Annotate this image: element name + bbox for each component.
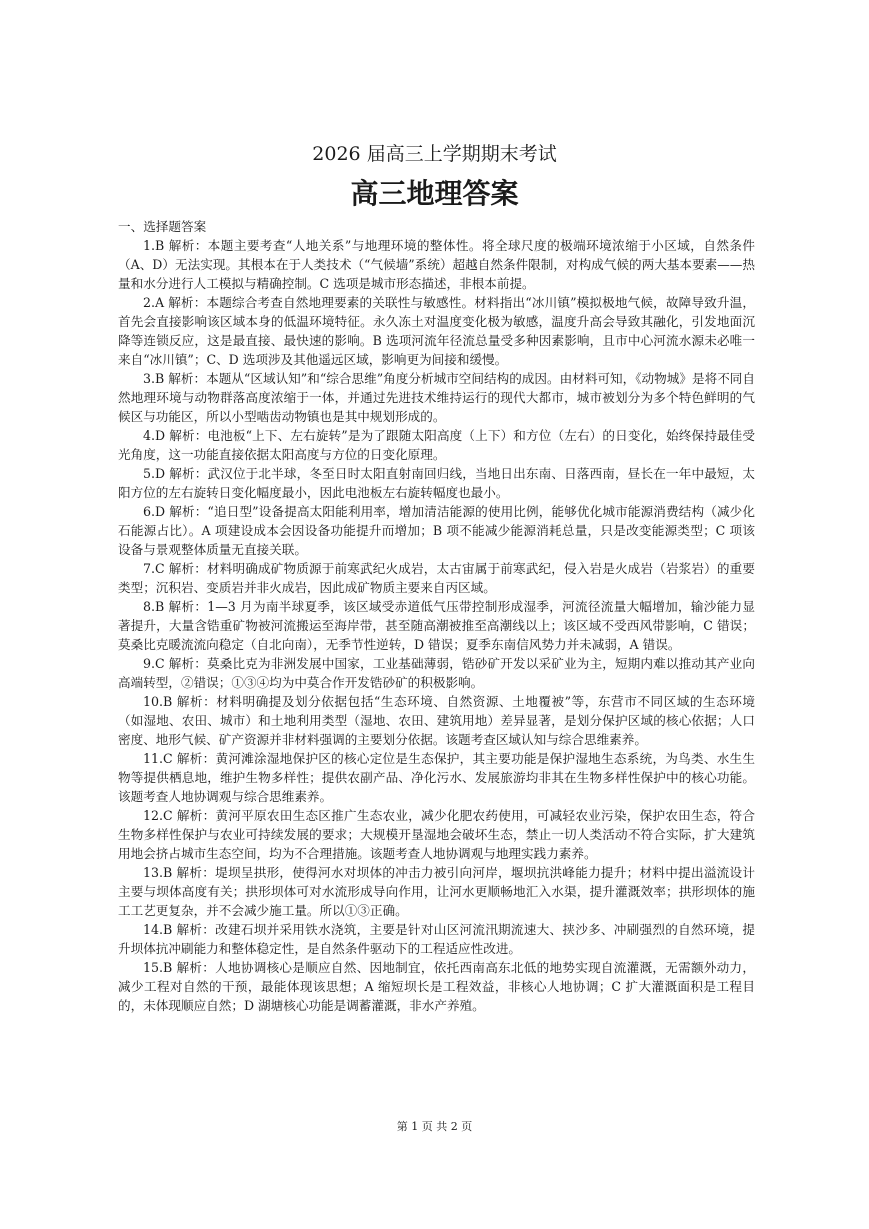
answer-item-7: 7.C 解析：材料明确成矿物质源于前寒武纪火成岩，太古宙属于前寒武纪，侵入岩是火成岩（岩浆岩）的重要类型；沉积岩、变质岩并非火成岩，因此成矿物质主要来自丙区域。: [118, 561, 755, 595]
answer-item-1: 1.B 解析：本题主要考查“人地关系”与地理环境的整体性。将全球尺度的极端环境浓缩于小区域，自然条件（A、D）无法实现。其根本在于人类技术（“气候墙”系统）超越自然条件限制，对构成气候的两大基本要素——热量和水分进行人工模拟与精确控制。C 选项是城市形态描述，非根本前提。: [118, 238, 755, 291]
answer-item-8: 8.B 解析：1—3 月为南半球夏季，该区域受赤道低气压带控制形成湿季，河流径流量大幅增加，输沙能力显著提升，大量含锆重矿物被河流搬运至海岸带，甚至随高潮被推至高潮线以上；该区域不受西风带影响，C 错误；莫桑比克暖流流向稳定（自北向南），无季节性逆转，D 错误；夏季东南信风势力并未减弱，A 错误。: [118, 599, 755, 652]
page-number: 第 1 页 共 2 页: [396, 1120, 473, 1133]
answer-item-14: 14.B 解析：改建石坝并采用铁水浇筑，主要是针对山区河流汛期流速大、挟沙多、冲刷强烈的自然环境，提升坝体抗冲刷能力和整体稳定性，是自然条件驱动下的工程适应性改进。: [118, 922, 755, 956]
answer-item-4: 4.D 解析：电池板“上下、左右旋转”是为了跟随太阳高度（上下）和方位（左右）的日变化，始终保持最佳受光角度，这一功能直接依据太阳高度与方位的日变化原理。: [118, 428, 755, 462]
exam-title: 2026 届高三上学期期末考试: [312, 143, 557, 165]
answer-item-2: 2.A 解析：本题综合考查自然地理要素的关联性与敏感性。材料指出“冰川镇”模拟极地气候，故障导致升温，首先会直接影响该区域本身的低温环境特征。永久冻土对温度变化极为敏感，温度升高会导致其融化，引发地面沉降等连锁反应，这是最直接、最快速的影响。B 选项河流年径流总量受多种因素影响，且市中心河流水源未必唯一来自“冰川镇”；C、D 选项涉及其他遥远区域，影响更为间接和缓慢。: [118, 295, 755, 367]
answer-list: [118, 236, 755, 1015]
section-heading: 一、选择题答案: [118, 219, 207, 234]
page-title: 高三地理答案: [350, 177, 519, 210]
answer-item-9: 9.C 解析：莫桑比克为非洲发展中国家，工业基础薄弱，锆砂矿开发以采矿业为主，短期内难以推动其产业向高端转型，②错误；①③④均为中莫合作开发锆砂矿的积极影响。: [118, 656, 755, 690]
answer-item-15: 15.B 解析：人地协调核心是顺应自然、因地制宜，依托西南高东北低的地势实现自流灌溉，无需额外动力，减少工程对自然的干预，最能体现该思想；A 缩短坝长是工程效益，非核心人地协调；C 扩大灌溉面积是工程目的，未体现顺应自然；D 湖塘核心功能是调蓄灌溉，非水产养殖。: [118, 960, 755, 1013]
answer-item-3: 3.B 解析：本题从“区域认知”和“综合思维”角度分析城市空间结构的成因。由材料可知，《动物城》是将不同自然地理环境与动物群落高度浓缩于一体，并通过先进技术维持运行的现代大都市，城市被划分为多个特色鲜明的气候区与功能区，所以小型啮齿动物镇也是其中规划形成的。: [118, 371, 755, 424]
answer-item-10: 10.B 解析：材料明确提及划分依据包括“生态环境、自然资源、土地覆被”等，东营市不同区域的生态环境（如湿地、农田、城市）和土地利用类型（湿地、农田、建筑用地）差异显著，是划分保护区域的核心依据；人口密度、地形气候、矿产资源并非材料强调的主要划分依据。该题考查区域认知与综合思维素养。: [118, 694, 755, 747]
answer-item-11: 11.C 解析：黄河滩涂湿地保护区的核心定位是生态保护，其主要功能是保护湿地生态系统，为鸟类、水生生物等提供栖息地，维护生物多样性；提供农副产品、净化污水、发展旅游均非其在生物多样性保护中的核心功能。该题考查人地协调观与综合思维素养。: [118, 751, 755, 804]
answer-item-6: 6.D 解析：“追日型”设备提高太阳能利用率，增加清洁能源的使用比例，能够优化城市能源消费结构（减少化石能源占比）。A 项建设成本会因设备功能提升而增加；B 项不能减少能源消耗总量，只是改变能源类型；C 项该设备与景观整体质量无直接关联。: [118, 504, 755, 557]
answer-item-13: 13.B 解析：堤坝呈拱形，使得河水对坝体的冲击力被引向河岸，堰坝抗洪峰能力提升；材料中提出溢流设计主要与坝体高度有关；拱形坝体可对水流形成导向作用，让河水更顺畅地汇入水渠，提升灌溉效率；拱形坝体的施工工艺更复杂，并不会减少施工量。所以①③正确。: [118, 865, 755, 918]
answer-item-12: 12.C 解析：黄河平原农田生态区推广生态农业，减少化肥农药使用，可减轻农业污染，保护农田生态，符合生物多样性保护与农业可持续发展的要求；大规模开垦湿地会破坏生态，禁止一切人类活动不符合实际，扩大建筑用地会挤占城市生态空间，均为不合理措施。该题考查人地协调观与地理实践力素养。: [118, 808, 755, 861]
answer-item-5: 5.D 解析：武汉位于北半球，冬至日时太阳直射南回归线，当地日出东南、日落西南，昼长在一年中最短，太阳方位的左右旋转日变化幅度最小，因此电池板左右旋转幅度也最小。: [118, 466, 755, 500]
